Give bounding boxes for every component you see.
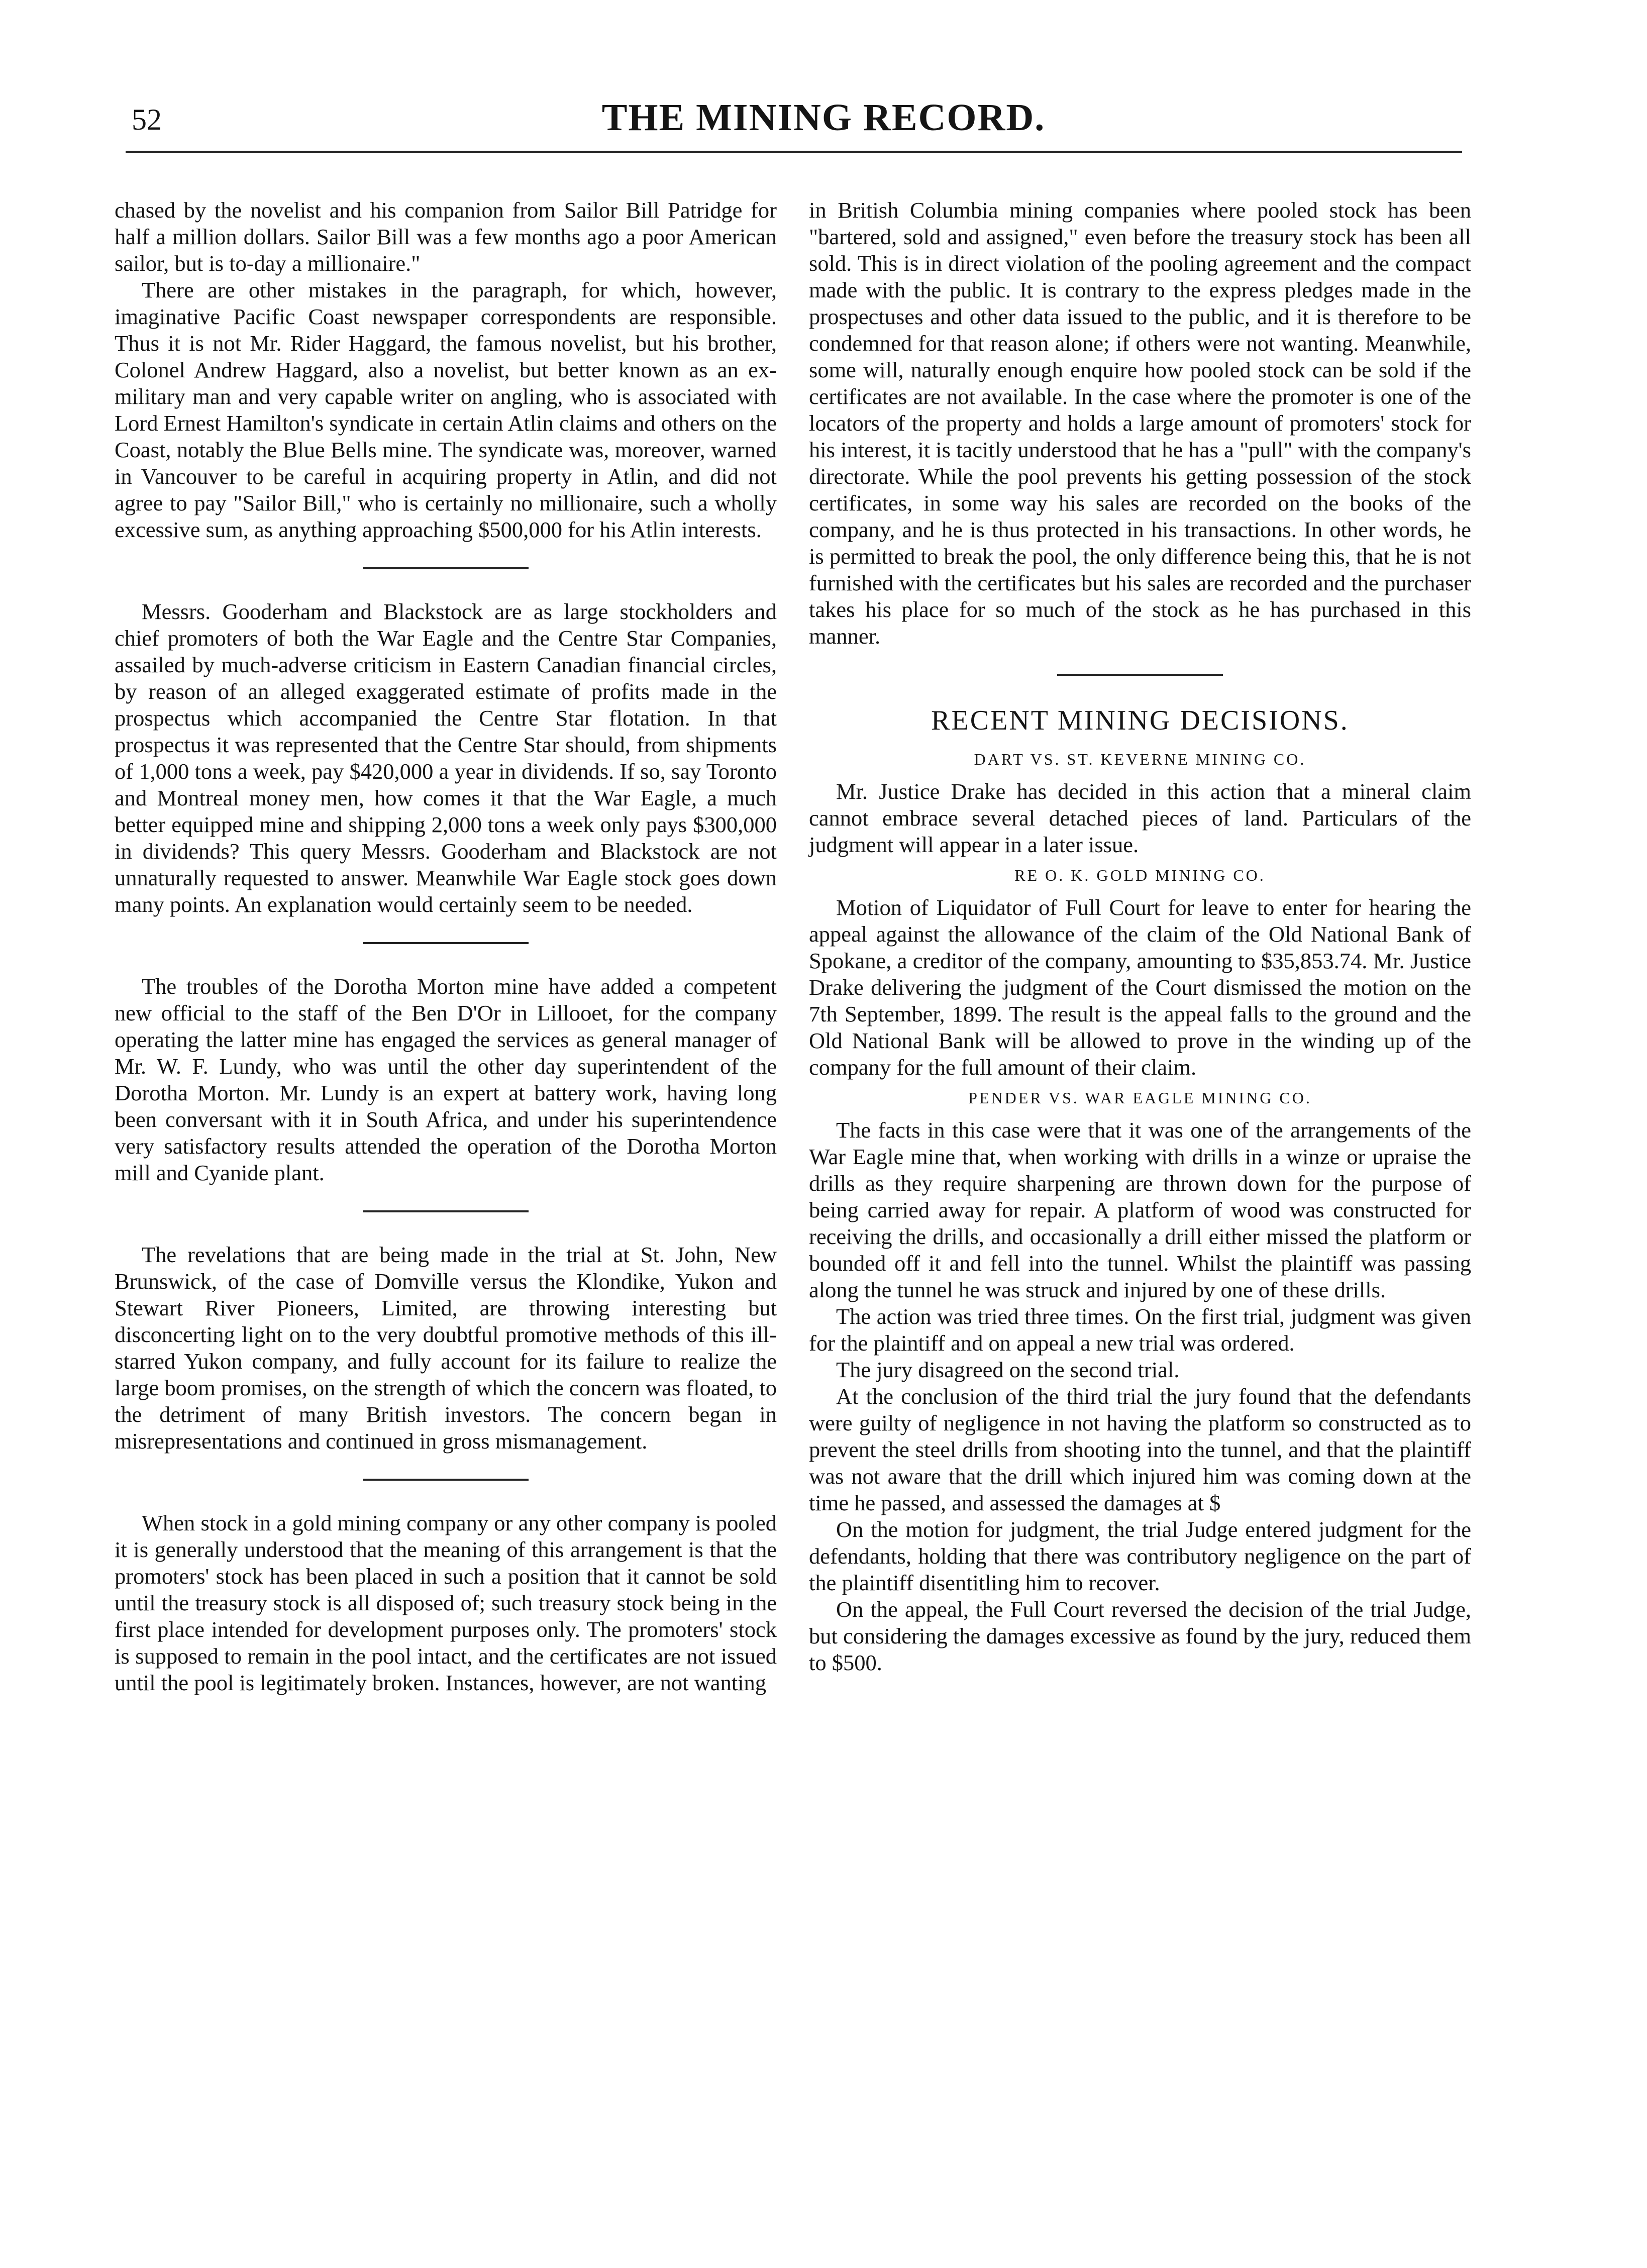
paragraph: in British Columbia mining companies where pooled stock has been "bartered, sold and assigned," even before the treasury stock has been all sold. This is in direct violation of the pooling agreement and the compact made with the public. It is contrary to the express pledges made in the prospectuses and other data issued to the public, and it is therefore to be condemned for that reason alone; if others were not wanting. Meanwhile, some will, naturally enough enquire how pooled stock can be sold if the certificates are not available. In the case where the promoter is one of the locators of the property and holds a large amount of promoters' stock for his interest, it is tacitly understood that he has a "pull" with the company's directorate. While the pool prevents his getting possession of the stock certificates, in some way his sales are recorded on the books of the company, and he is thus protected in his transactions. In other words, he is permitted to break the pool, the only difference being this, that he is not furnished with the certificates but his sales are recorded and the purchaser takes his place for so much of the stock as he has purchased in this manner. [809,197,1471,649]
paragraph: Mr. Justice Drake has decided in this action that a mineral claim cannot embrace several detached pieces of land. Particulars of the judgment will appear in a later issue. [809,779,1471,857]
article-pooled-stock-continued [809,197,1471,650]
case-dart [809,778,1471,858]
paragraph: The action was tried three times. On the first trial, judgment was given for the plaintiff and on appeal a new trial was ordered. [809,1304,1471,1356]
case-ok-gold [809,894,1471,1081]
separator-rule [363,1479,529,1481]
paragraph: The revelations that are being made in the trial at St. John, New Brunswick, of the case of Domville versus the Klondike, Yukon and Stewart River Pioneers, Limited, are throwing interesting but disconcerting light on to the very doubtful promotive methods of this ill-starred Yukon company, and fully account for its failure to realize the large boom promises, on the strength of which the concern was floated, to the detriment of many British investors. The concern began in misrepresentations and continued in gross mismanagement. [115,1242,777,1454]
section-heading: RECENT MINING DECISIONS. [931,705,1349,736]
paragraph: The facts in this case were that it was one of the arrangements of the War Eagle mine that, when working with drills in a winze or upraise the drills as they require sharpening are thrown down for the purpose of being carried away for repair. A platform of wood was constructed for receiving the drills, and occasionally a drill either missed the platform or bounded off it and fell into the tunnel. Whilst the plaintiff was passing along the tunnel he was struck and injured by one of these drills. [809,1117,1471,1302]
page-number: 52 [132,103,162,136]
separator-rule [363,567,529,569]
article-haggard [115,197,777,543]
paragraph: There are other mistakes in the paragraph, for which, however, imaginative Pacific Coast newspaper correspondents are responsible. Thus it is not Mr. Rider Haggard, the famous novelist, but his brother, Colonel Andrew Haggard, also a novelist, but better known as an ex-military man and very capable writer on angling, who is associated with Lord Ernest Hamilton's syndicate in certain Atlin claims and others on the Coast, notably the Blue Bells mine. The syndicate was, moreover, warned in Vancouver to be careful in acquiring property in Atlin, and did not agree to pay "Sailor Bill," who is certainly no millionaire, such a wholly excessive sum, as anything approaching $500,000 for his Atlin interests. [115,277,777,542]
separator-rule [363,1210,529,1212]
paragraph: The jury disagreed on the second trial. [836,1357,1180,1382]
paragraph: Motion of Liquidator of Full Court for leave to enter for hearing the appeal against the allowance of the claim of the Old National Bank of Spokane, a creditor of the company, amounting to $35,853.74. Mr. Justice Drake delivering the judgment of the Court dismissed the motion on the 7th September, 1899. The result is the appeal falls to the ground and the Old National Bank will be allowed to prove in the winding up of the company for the full amount of their claim. [809,895,1471,1080]
paragraph: Messrs. Gooderham and Blackstock are as large stockholders and chief promoters of both the War Eagle and the Centre Star Companies, assailed by much-adverse criticism in Eastern Canadian financial circles, by reason of an alleged exaggerated estimate of profits made in the prospectus which accompanied the Centre Star flotation. In that prospectus it was represented that the Centre Star should, from shipments of 1,000 tons a week, pay $420,000 a year in dividends. If so, say Toronto and Montreal money men, how comes it that the War Eagle, a much better equipped mine and shipping 2,000 tons a week only pays $300,000 in dividends? This query Messrs. Gooderham and Blackstock are not unnaturally requested to answer. Meanwhile War Eagle stock goes down many points. An explanation would certainly seem to be needed. [115,599,777,917]
article-dorotha-morton [115,973,777,1186]
case-heading: DART VS. ST. KEVERNE MINING CO. [974,750,1306,768]
case-heading: RE O. K. GOLD MINING CO. [1014,866,1266,884]
paragraph: chased by the novelist and his companion from Sailor Bill Patridge for half a million dollars. Sailor Bill was a few months ago a poor American sailor, but is to-day a millionaire." [115,197,777,276]
separator-rule [1057,674,1223,676]
separator-rule [363,942,529,944]
case-pender [809,1117,1471,1676]
right-column [809,197,1471,1676]
paragraph: On the appeal, the Full Court reversed the decision of the trial Judge, but considering the damages excessive as found by the jury, reduced them to $500. [809,1597,1471,1675]
header-rule [126,151,1462,153]
paragraph: At the conclusion of the third trial the jury found that the defendants were guilty of negligence in not having the platform so constructed as to prevent the steel drills from shooting into the tunnel, and that the plaintiff was not aware that the drill which injured him was coming down at the time he passed, and assessed the damages at $ [809,1384,1471,1515]
journal-title: THE MINING RECORD. [601,96,1046,139]
paragraph: The troubles of the Dorotha Morton mine have added a competent new official to the staff of the Ben D'Or in Lillooet, for the company operating the latter mine has engaged the services as general manager of Mr. W. F. Lundy, who was until the other day superintendent of the Dorotha Morton. Mr. Lundy is an expert at battery work, having long been conversant with it in South Africa, and under his superintendence very satisfactory results attended the operation of the Dorotha Morton mill and Cyanide plant. [115,974,777,1185]
page-header [0,0,1647,166]
left-column [115,197,777,1720]
paragraph: On the motion for judgment, the trial Judge entered judgment for the defendants, holding that there was contributory negligence on the part of the plaintiff disentitling him to recover. [809,1517,1471,1595]
article-domville [115,1242,777,1455]
case-heading: PENDER VS. WAR EAGLE MINING CO. [968,1089,1312,1107]
paragraph: When stock in a gold mining company or any other company is pooled it is generally understood that the meaning of this arrangement is that the promoters' stock has been placed in such a position that it cannot be sold until the treasury stock is all disposed of; such treasury stock being in the first place intended for development purposes only. The promoters' stock is supposed to remain in the pool intact, and the certificates are not issued until the pool is legitimately broken. Instances, however, are not wanting [115,1510,777,1695]
article-pooled-stock [115,1510,777,1696]
article-gooderham [115,598,777,918]
